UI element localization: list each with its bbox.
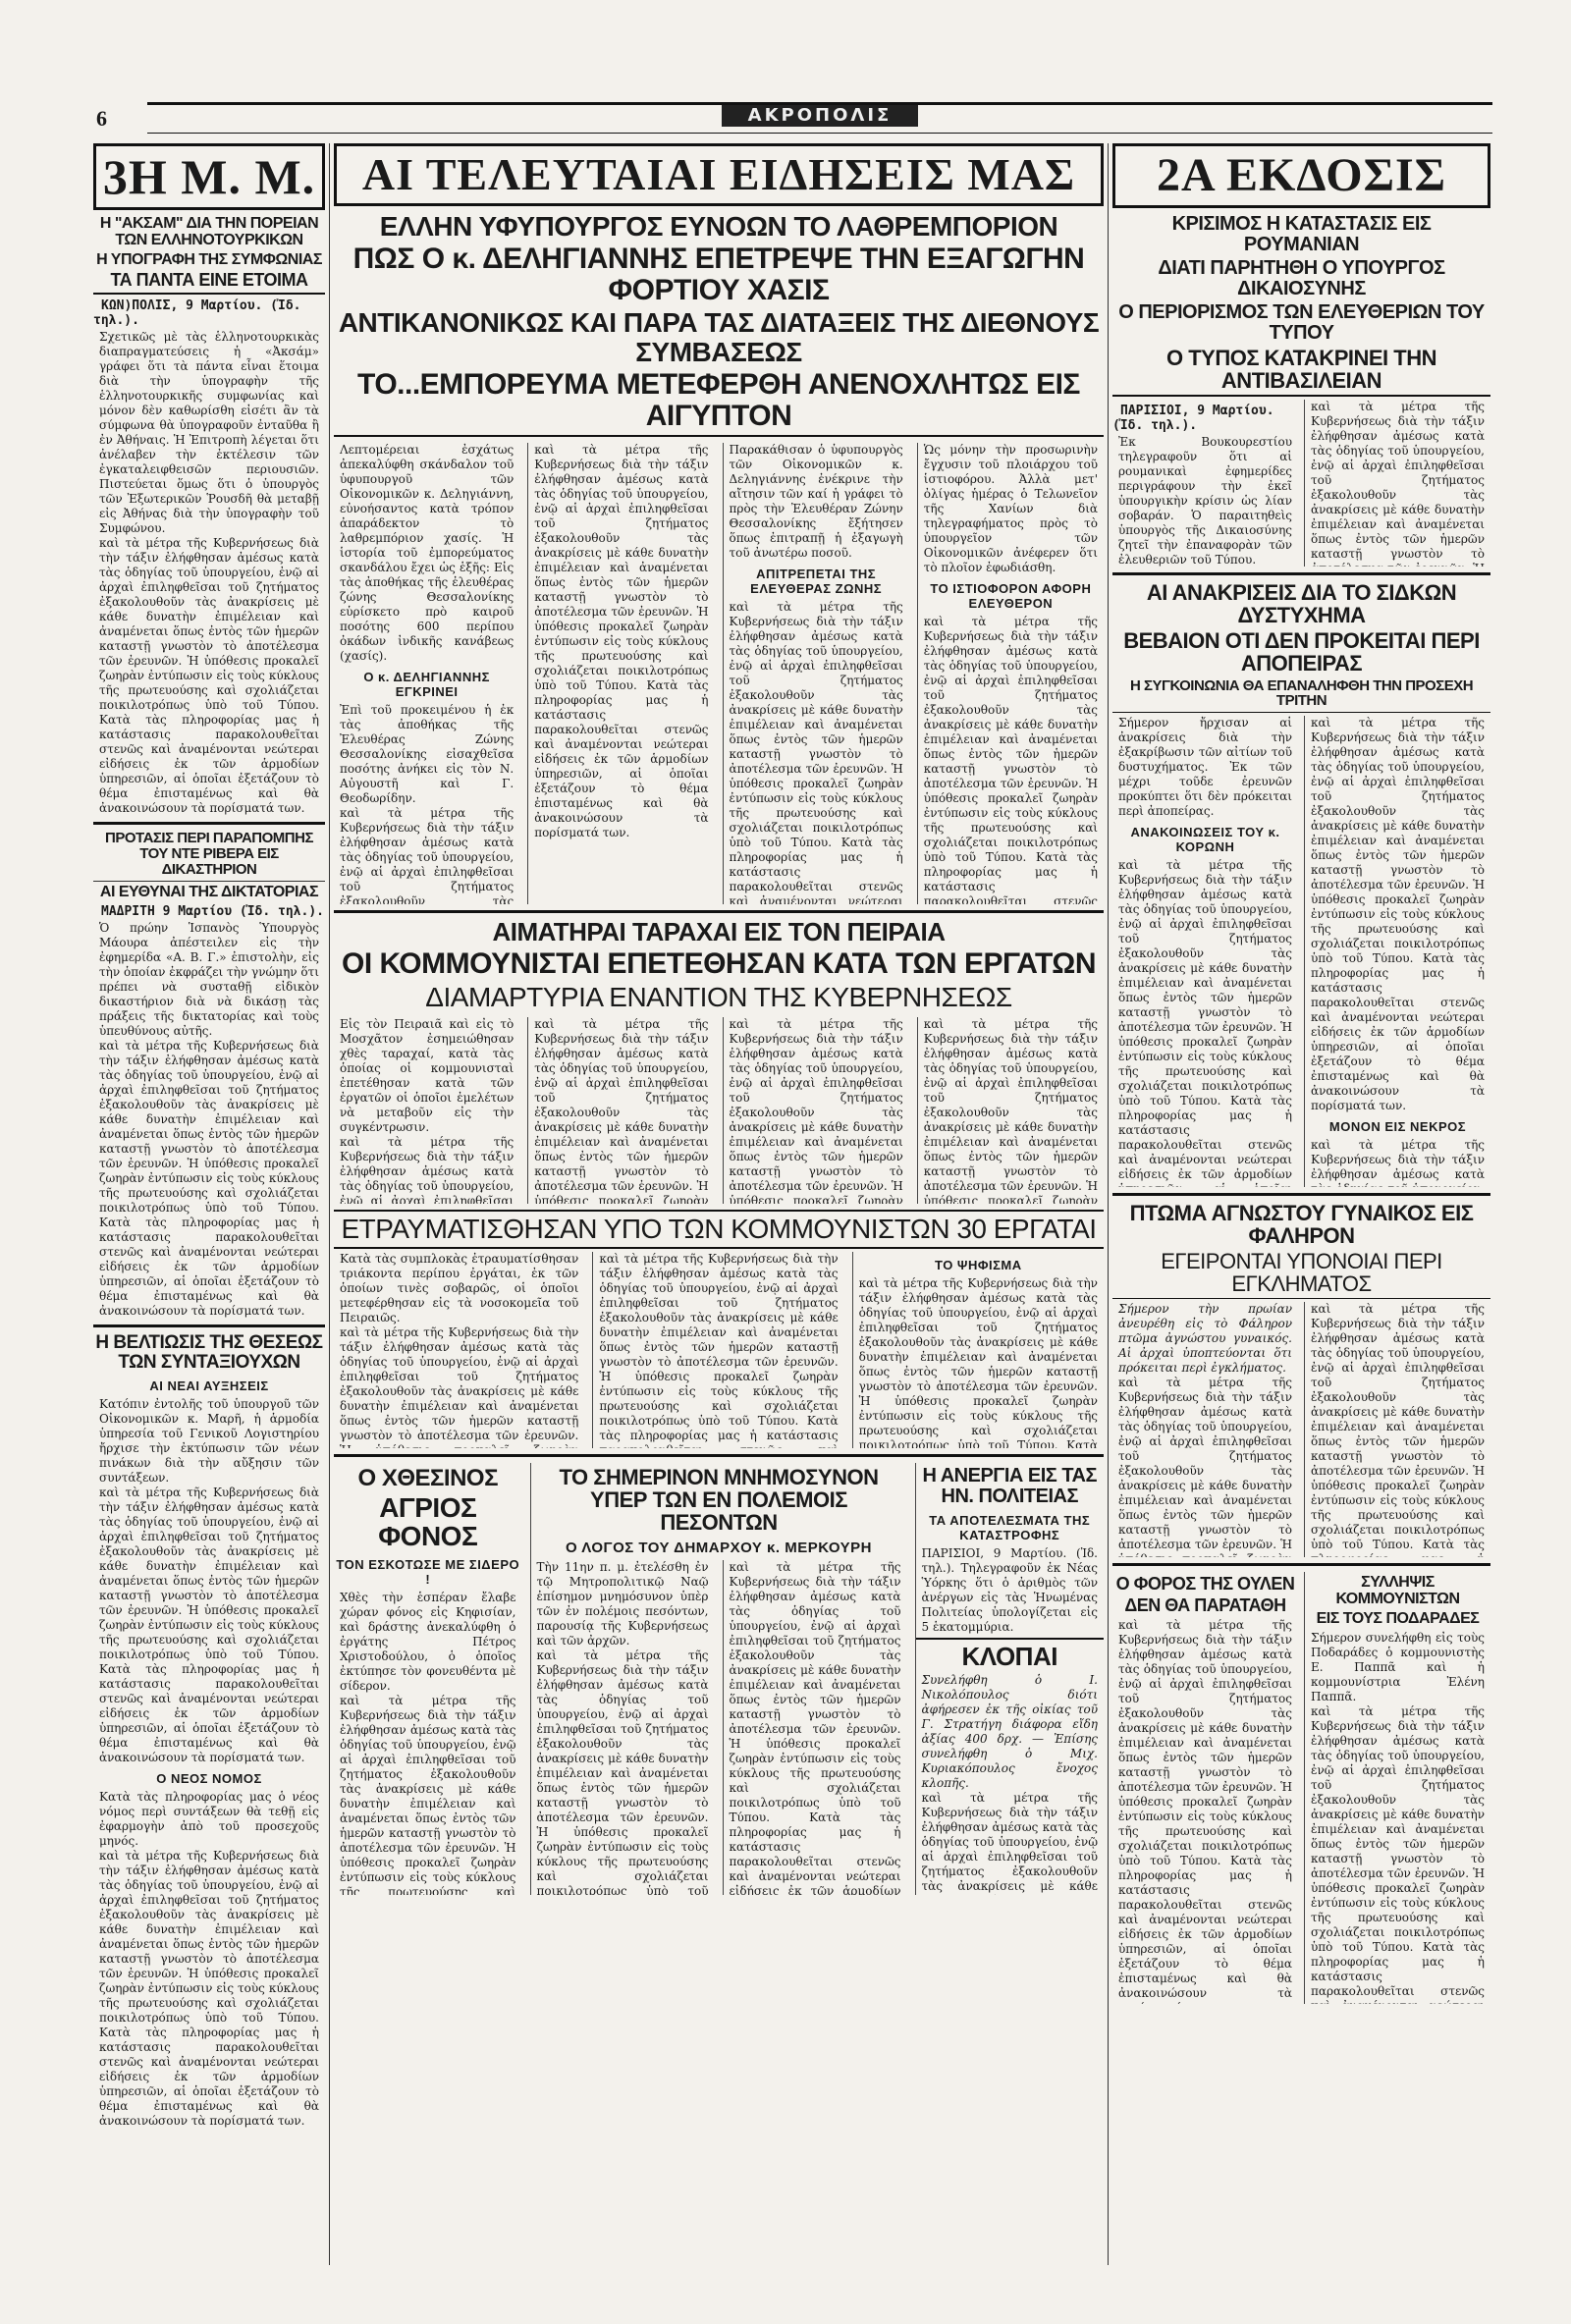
story-column	[723, 1017, 909, 1204]
story-column	[334, 1017, 519, 1204]
center-headline: ΟΙ ΚΟΜΜΟΥΝΙΣΤΑΙ ΕΠΕΤΕΘΗΣΑΝ ΚΑΤΑ ΤΩΝ ΕΡΓΑΤΩΝ	[342, 947, 1096, 981]
unemployment-story	[915, 1463, 1105, 1895]
story-column	[1304, 716, 1490, 1187]
story-column	[592, 1252, 843, 1448]
right-headline: ΠΤΩΜΑ ΑΓΝΩΣΤΟΥ ΓΥΝΑΙΚΟΣ ΕΙΣ ΦΑΛΗΡΟΝ	[1129, 1201, 1474, 1249]
right-headline: ΕΙΣ ΤΟΥΣ ΠΟΔΑΡΑΔΕΣ	[1316, 1610, 1480, 1628]
article-body: Λεπτομέρειαι ἐσχάτως ἀπεκαλύφθη σκάνδαλον τοῦ ὑφυπουργοῦ τῶν Οἰκονομικῶν κ. Δεληγιάννη, εὐνοήσαντος κατὰ τρόπον ἀπαράδεκτον τὸ λαθρεμπόριον χασίς. Ἡ ἱστορία τοῦ ἐμπορεύματος σκανδάλου ἔχει ὡς ἑξῆς: Εἰς τὰς ἀποθήκας τῆς ἐλευθέρας ζώνης Θεσσαλονίκης εὑρίσκετο πρὸ καιροῦ ποσότης 600 περίπου ὀκάδων ἰνδικῆς κανάβεως (χασίς).	[340, 443, 515, 664]
article-body: Ὡς μόνην τὴν προσωρινὴν ἔγχυσιν τοῦ πλοιάρχου τοῦ ἱστιοφόρου. Ἀλλὰ μετ' ὀλίγας ἡμέρας ὁ Τελωνεῖον τῆς Χανίων διὰ τηλεγραφήματος πρὸς τὸ ὑπουργεῖον τῶν Οἰκονομικῶν ἀνέφερεν ὅτι τὸ πλοῖον ἐφωδιάσθη.	[923, 443, 1098, 575]
right-headline: ΔΕΝ ΘΑ ΠΑΡΑΤΑΘΗ	[1124, 1595, 1286, 1616]
center-headline: ΤΟ ΣΗΜΕΡΙΝΟΝ ΜΝΗΜΟΣΥΝΟΝ ΥΠΕΡ ΤΩΝ ΕΝ ΠΟΛΕΜΟΙΣ ΠΕΣΟΝΤΩΝ	[559, 1464, 879, 1535]
article-body: Κατόπιν ἐντολῆς τοῦ ὑπουργοῦ τῶν Οἰκονομικῶν κ. Μαρῆ, ἡ ἁρμοδία ὑπηρεσία τοῦ Γενικοῦ Λογιστηρίου ἤρχισε τὴν ἐκτύπωσιν τῶν νέων πινάκων διὰ τὴν αὔξησιν τῶν συντάξεων.	[99, 1397, 319, 1486]
article-body: Τὴν 11ην π. μ. ἐτελέσθη ἐν τῷ Μητροπολιτικῷ Ναῷ ἐπίσημον μνημόσυνον ὑπὲρ τῶν ἐν πολέμοις πεσόντων, παρουσίᾳ τῆς Κυβερνήσεως καὶ τῶν ἀρχῶν.	[536, 1560, 709, 1648]
article-filler	[730, 600, 903, 904]
center-headline: ΤΟ...ΕΜΠΟΡΕΥΜΑ ΜΕΤΕΦΕΡΘΗ ΑΝΕΝΟΧΛΗΤΩΣ ΕΙΣ ΑΙΓΥΠΤΟΝ	[334, 369, 1104, 437]
center-headline: ΑΓΡΙΟΣ ΦΟΝΟΣ	[378, 1491, 478, 1552]
right-headline: ΑΙ ΑΝΑΚΡΙΣΕΙΣ ΔΙΑ ΤΟ ΣΙΔΚΩΝ ΔΥΣΤΥΧΗΜΑ	[1146, 580, 1457, 628]
right-subhead: ΜΟΝΟΝ ΕΙΣ ΝΕΚΡΟΣ	[1328, 1119, 1467, 1135]
article-body: Σήμερον ἤρχισαν αἱ ἀνακρίσεις διὰ τὴν ἐξακρίβωσιν τῶν αἰτίων τοῦ δυστυχήματος. Ἐκ τῶν μέχρι τοῦδε ἐρευνῶν προκύπτει ὅτι δὲν πρόκειται περὶ ἀποπείρας.	[1118, 716, 1292, 819]
center-banner: ΑΙ ΤΕΛΕΥΤΑΙΑΙ ΕΙΔΗΣΕΙΣ ΜΑΣ	[334, 143, 1104, 206]
center-subhead: ΤΟ ΙΣΤΙΟΦΟΡΟΝ ΑΦΟΡΗ ΕΛΕΥΘΕΡΟΝ	[930, 581, 1092, 612]
article-filler	[340, 1135, 514, 1204]
article-body: Χθὲς τὴν ἑσπέραν ἔλαβε χώραν φόνος εἰς Κηφισίαν, καὶ δράστης ἀνεκαλύφθη ὁ ἐργάτης Πέτρος Χριστοδούλου, ὁ ὁποῖος ἐκτύπησε τὸν φονευθέντα μὲ σίδερον.	[340, 1590, 516, 1693]
bottom-stories	[334, 1463, 1104, 1895]
article-body: Συνελήφθη ὁ Ι. Νικολόπουλος διότι ἀφήρεσεν ἐκ τῆς οἰκίας τοῦ Γ. Στρατήγη διάφορα εἴδη ἀξίας 400 δρχ. — Ἐπίσης συνελήφθη ὁ Μιχ. Κυριακόπουλος ἔνοχος κλοπῆς.	[921, 1673, 1098, 1791]
story-column	[723, 1560, 907, 1895]
article-filler	[99, 1486, 319, 1765]
right-headline: Η ΣΥΓΚΟΙΝΩΝΙΑ ΘΑ ΕΠΑΝΑΛΗΦΘΗ ΤΗΝ ΠΡΟΣΕΧΗ ΤΡΙΤΗΝ	[1112, 678, 1490, 714]
article-filler	[340, 1694, 516, 1895]
memorial-columns	[531, 1560, 907, 1895]
article-filler	[537, 1648, 709, 1895]
article-filler	[534, 443, 708, 840]
article-filler	[1118, 1376, 1292, 1557]
story-column	[334, 1252, 584, 1448]
article-body: Κατὰ τὰς πληροφορίας μας ὁ νέος νόμος περὶ συντάξεων θὰ τεθῇ εἰς ἐφαρμογὴν ἀπὸ τοῦ προσεχοῦς μηνός.	[99, 1790, 319, 1849]
center-headline: ΚΛΟΠΑΙ	[916, 1638, 1105, 1670]
article-filler	[924, 615, 1098, 904]
piraeus-story	[334, 1017, 1104, 1204]
accident-story	[1112, 716, 1490, 1187]
divider	[93, 822, 325, 825]
right-banner: 2Α ΕΚΔΟΣΙΣ	[1112, 143, 1490, 208]
right-headline: ΣΥΛΛΗΨΙΣ ΚΟΜΜΟΥΝΙΣΤΩΝ	[1335, 1574, 1460, 1608]
article-filler	[924, 1017, 1098, 1204]
divider	[334, 910, 1104, 913]
murder-story	[334, 1463, 522, 1895]
center-headline: ΑΝΤΙΚΑΝΟΝΙΚΩΣ ΚΑΙ ΠΑΡΑ ΤΑΣ ΔΙΑΤΑΞΕΙΣ ΤΗΣ ΔΙΕΘΝΟΥΣ ΣΥΜΒΑΣΕΩΣ	[338, 307, 1100, 367]
center-headline: ΠΩΣ Ο κ. ΔΕΛΗΓΙΑΝΝΗΣ ΕΠΕΤΡΕΨΕ ΤΗΝ ΕΞΑΓΩΓΗΝ ΦΟΡΤΙΟΥ ΧΑΣΙΣ	[352, 243, 1085, 306]
divider	[1112, 572, 1490, 575]
workers-story	[334, 1252, 1104, 1448]
story-column	[531, 1560, 715, 1895]
left-headline: Η ΥΠΟΓΡΑΦΗ ΤΗΣ ΣΥΜΦΩΝΙΑΣ	[96, 250, 322, 268]
article-filler	[99, 536, 319, 816]
right-headline: Ο ΠΕΡΙΟΡΙΣΜΟΣ ΤΩΝ ΕΛΕΥΘΕΡΙΩΝ ΤΟΥ ΤΥΠΟΥ	[1118, 301, 1485, 344]
left-subhead: Ο ΝΕΟΣ ΝΟΜΟΣ	[156, 1771, 262, 1787]
left-headline: ΤΑ ΠΑΝΤΑ ΕΙΝΕ ΕΤΟΙΜΑ	[93, 271, 325, 295]
story-column	[1112, 1302, 1298, 1557]
article-body: Ἐπὶ τοῦ προκειμένου ἡ ἐκ τὰς ἀποθήκας τῆς Ἐλευθέρας Ζώνης Θεσσαλονίκης εἰσαχθεῖσα ποσότης ἀνήκει εἰς τὸν Ν. Αὐγουστῆ καὶ Γ. Θεοδωρίδην.	[340, 703, 515, 806]
article-filler	[730, 1560, 901, 1895]
article-body: Σήμερον τὴν πρωίαν ἀνευρέθη εἰς τὸ Φάληρον πτῶμα ἀγνώστου γυναικός. Αἱ ἀρχαὶ ὑποπτεύονται ὅτι πρόκειται περὶ ἐγκλήματος.	[1118, 1302, 1292, 1376]
article-body: Παρακάθισαν ὁ ὑφυπουργὸς τῶν Οἰκονομικῶν κ. Δεληγιάννης ἐνέκρινε τὴν αἴτησιν τῶν καί ἡ γράφει τὸ πρὸς τὴν Ἐλευθέραν Ζώνην Θεσσαλονίκης ἔξήτησεν ὅπως ἐπιτραπῇ ἡ ἐξαγωγὴ τοῦ ἀνωτέρω ποσοῦ.	[729, 443, 903, 561]
masthead	[147, 102, 1492, 134]
center-headline: ΕΛΛΗΝ ΥΦΥΠΟΥΡΓΟΣ ΕΥΝΟΩΝ ΤΟ ΛΑΘΡΕΜΠΟΡΙΟΝ	[379, 211, 1058, 242]
right-headline: ΕΓΕΙΡΟΝΤΑΙ ΥΠΟΝΟΙΑΙ ΠΕΡΙ ΕΓΚΛΗΜΑΤΟΣ	[1112, 1250, 1490, 1299]
story-column	[1112, 400, 1298, 567]
divider	[334, 1454, 1104, 1457]
divider	[1112, 1193, 1490, 1196]
center-subhead: ΤΑ ΑΠΟΤΕΛΕΣΜΑΤΑ ΤΗΣ ΚΑΤΑΣΤΡΟΦΗΣ	[929, 1512, 1091, 1542]
divider	[93, 1324, 325, 1327]
article-filler	[1311, 1704, 1485, 2005]
memorial-story	[530, 1463, 907, 1895]
article-filler	[340, 1325, 578, 1448]
left-headline: ΠΡΟΤΑΣΙΣ ΠΕΡΙ ΠΑΡΑΠΟΜΠΗΣ ΤΟΥ ΝΤΕ ΡΙΒΕΡΑ ΕΙΣ ΔΙΚΑΣΤΗΡΙΟΝ	[105, 830, 313, 878]
right-headline: ΒΕΒΑΙΟΝ ΟΤΙ ΔΕΝ ΠΡΟΚΕΙΤΑΙ ΠΕΡΙ ΑΠΟΠΕΙΡΑΣ	[1123, 628, 1480, 676]
article-filler	[859, 1276, 1098, 1448]
right-headline: Ο ΤΥΠΟΣ ΚΑΤΑΚΡΙΝΕΙ ΤΗΝ ΑΝΤΙΒΑΣΙΛΕΙΑΝ	[1112, 347, 1490, 397]
story-column	[334, 443, 519, 904]
article-body: Εἰς τὸν Πειραιᾶ καὶ εἰς τὸ Μοσχᾶτον ἐσημειώθησαν χθὲς ταραχαί, κατὰ τὰς ὁποίας οἱ κομμουνισταὶ ἐπετέθησαν κατὰ τῶν ἐργατῶν οἱ ὁποῖοι ἐμελέτων νὰ μεταβοῦν εἰς τὴν συγκέντρωσιν.	[340, 1017, 515, 1135]
center-headline: Η ΑΝΕΡΓΙΑ ΕΙΣ ΤΑΣ ΗΝ. ΠΟΛΙΤΕΙΑΣ	[922, 1464, 1098, 1507]
right-headline: ΔΙΑΤΙ ΠΑΡΗΤΗΘΗ Ο ΥΠΟΥΡΓΟΣ ΔΙΚΑΙΟΣΥΝΗΣ	[1158, 257, 1445, 299]
left-subhead: ΑΙ ΝΕΑΙ ΑΥΞΗΣΕΙΣ	[149, 1378, 269, 1394]
center-section	[334, 143, 1104, 2265]
left-column	[93, 143, 325, 2265]
romania-story	[1112, 400, 1490, 567]
article-body: Σήμερον συνελήφθη εἰς τοὺς Ποδαράδες ὁ κομμουνιστὴς Ε. Παππᾶ καὶ ἡ κομμουνίστρια Ἑλένη Παππᾶ.	[1311, 1630, 1485, 1703]
center-subhead: Ο ΛΟΓΟΣ ΤΟΥ ΔΗΜΑΡΧΟΥ κ. ΜΕΡΚΟΥΡΗ	[566, 1540, 872, 1557]
article-filler	[1311, 1138, 1485, 1187]
right-subhead: ΑΝΑΚΟΙΝΩΣΕΙΣ ΤΟΥ κ. ΚΟΡΩΝΗ	[1130, 825, 1280, 855]
story-column	[527, 1017, 714, 1204]
article-body: Ὁ πρώην Ἱσπανὸς Ὑπουργὸς Μάουρα ἀπέστειλεν εἰς τὴν ἐφημερίδα «Α. Β. Γ.» ἐπιστολὴν, εἰς τὴν ὁποίαν ἐκφράζει τὴν γνώμην ὅτι πρέπει νὰ συσταθῇ εἰδικὸν δικαστήριον διὰ νὰ δικάσῃ τὰς πράξεις τῆς δικτατορίας καὶ τοὺς ὑπευθύνους αὐτῆς.	[99, 921, 319, 1039]
story-column	[1304, 400, 1490, 567]
center-headline: ΑΙΜΑΤΗΡΑΙ ΤΑΡΑΧΑΙ ΕΙΣ ΤΟΝ ΠΕΙΡΑΙΑ	[492, 917, 946, 947]
story-column	[917, 1017, 1104, 1204]
center-headline: Ο ΧΘΕΣΙΝΟΣ	[357, 1464, 498, 1491]
masthead-title: ΑΚΡΟΠΟΛΙΣ	[722, 105, 918, 127]
center-headline: ΔΙΑΜΑΡΤΥΡΙΑ ΕΝΑΝΤΙΟΝ ΤΗΣ ΚΥΒΕΡΝΗΣΕΩΣ	[425, 981, 1012, 1012]
article-body: Ἐκ Βουκουρεστίου τηλεγραφοῦν ὅτι αἱ ρουμανικαὶ ἐφημερίδες περιγράφουν τὴν ἐκεῖ ὑπουργικὴν κρίσιν ὡς λίαν σοβαράν. Ὁ παραιτηθεὶς ὑπουργὸς τῆς Δικαιοσύνης ζητεῖ τὴν ἐπαναφορὰν τῶν ἐλευθεριῶν τοῦ Τύπου.	[1118, 435, 1292, 567]
column-rule	[329, 143, 330, 2265]
story-column	[852, 1252, 1104, 1448]
story-column	[1112, 1572, 1298, 2004]
story-column	[1304, 1572, 1490, 2004]
article-filler	[1311, 400, 1485, 567]
lead-story	[334, 443, 1104, 904]
story-column	[1112, 716, 1298, 1187]
article-filler	[99, 1849, 319, 2129]
left-banner: 3Η Μ. Μ.	[93, 143, 325, 210]
article-filler	[730, 1017, 903, 1204]
dateline: ΠΑΡΙΣΙΟΙ, 9 Μαρτίου. (Ἰδ. τηλ.).	[1112, 404, 1274, 434]
faliro-story	[1112, 1302, 1490, 1557]
story-column	[527, 443, 714, 904]
article-filler	[340, 806, 514, 904]
column-rule	[1108, 143, 1109, 2265]
article-filler	[922, 1791, 1099, 1895]
article-filler	[1118, 858, 1292, 1187]
left-headline: Η ΒΕΛΤΙΩΣΙΣ ΤΗΣ ΘΕΣΕΩΣ ΤΩΝ ΣΥΝΤΑΞΙΟΥΧΩΝ	[95, 1332, 323, 1374]
center-subhead: ΤΟΝ ΕΣΚΟΤΩΣΕ ΜΕ ΣΙΔΕΡΟ !	[336, 1556, 520, 1587]
divider	[1112, 1563, 1490, 1566]
story-column	[1304, 1302, 1490, 1557]
center-headline: ΕΤΡΑΥΜΑΤΙΣΘΗΣΑΝ ΥΠΟ ΤΩΝ ΚΟΜΜΟΥΝΙΣΤΩΝ 30 ΕΡΓΑΤΑΙ	[334, 1210, 1104, 1248]
article-filler	[1311, 1302, 1485, 1557]
left-headline: ΑΙ ΕΥΘΥΝΑΙ ΤΗΣ ΔΙΚΤΑΤΟΡΙΑΣ	[93, 881, 325, 901]
article-filler	[1311, 716, 1485, 1113]
article-filler	[599, 1252, 838, 1448]
center-subhead: ΑΠΙΤΡΕΠΕΤΑΙ ΤΗΣ ΕΛΕΥΘΕΡΑΣ ΖΩΝΗΣ	[750, 567, 883, 597]
article-filler	[534, 1017, 708, 1204]
right-column	[1112, 143, 1490, 2265]
article-body: Σχετικῶς μὲ τὰς ἑλληνοτουρκικὰς διαπραγματεύσεις ἡ «Ἀκσάμ» γράφει ὅτι τὰ πάντα εἶναι ἕτοιμα διὰ τὴν ὑπογραφὴν τῆς ἑλληνοτουρκικῆς συμφωνίας καὶ μόνον δὲν καθωρίσθη εἰσέτι ἂν τὰ σύμφωνα θὰ ὑπογραφοῦν ἐνταῦθα ἢ ἐν Ἀθήναις. Ἡ Ἐπιτροπὴ λέγεται ὅτι ἀνέλαβεν τὴν ἐκτέλεσιν τῶν ἐγκαταλειφθεισῶν περιουσιῶν. Πιστεύεται ὅμως ὅτι ὁ ὑπουργὸς τῶν Ἐξωτερικῶν Ῥουσδῆ θὰ μεταβῇ εἰς Ἀθήνας διὰ τὴν ὑπογραφὴν τοῦ Συμφώνου.	[99, 330, 319, 536]
right-headline: Ο ΦΟΡΟΣ ΤΗΣ ΟΥΛΕΝ	[1115, 1574, 1295, 1594]
story-column	[723, 443, 909, 904]
article-body: ΠΑΡΙΣΙΟΙ, 9 Μαρτίου. (Ἰδ. τηλ.). Τηλεγραφοῦν ἐκ Νέας Ὑόρκης ὅτι ὁ ἀριθμὸς τῶν ἀνέργων εἰς τὰς Ἡνωμένας Πολιτείας ὑπολογίζεται εἰς 5 ἑκατομμύρια.	[921, 1545, 1098, 1634]
article-filler	[1118, 1618, 1292, 2004]
page-number: 6	[96, 106, 107, 131]
story-column	[917, 443, 1104, 904]
dateline: ΚΩΝ)ΠΟΛΙΣ, 9 Μαρτίου. (Ἰδ. τηλ.).	[93, 298, 301, 329]
right-headline: ΚΡΙΣΙΜΟΣ Η ΚΑΤΑΣΤΑΣΙΣ ΕΙΣ ΡΟΥΜΑΝΙΑΝ	[1171, 213, 1432, 255]
dateline: ΜΑΔΡΙΤΗ 9 Μαρτίου (Ἰδ. τηλ.).	[101, 904, 324, 920]
article-filler	[99, 1039, 319, 1319]
center-subhead: ΤΟ ΨΗΦΙΣΜΑ	[935, 1257, 1022, 1272]
bottom-right-stories	[1112, 1572, 1490, 2004]
center-subhead: Ο κ. ΔΕΛΗΓΙΑΝΝΗΣ ΕΓΚΡΙΝΕΙ	[363, 670, 490, 700]
left-headline: Η "ΑΚΣΑΜ" ΔΙΑ ΤΗΝ ΠΟΡΕΙΑΝ ΤΩΝ ΕΛΛΗΝΟΤΟΥΡΚΙΚΩΝ	[99, 215, 319, 248]
article-body: Κατὰ τὰς συμπλοκὰς ἐτραυματίσθησαν τριάκοντα περίπου ἐργάται, ἐκ τῶν ὁποίων τινὲς σοβαρῶς, οἱ ὁποῖοι μετεφέρθησαν εἰς τὰ νοσοκομεῖα τοῦ Πειραιῶς.	[340, 1251, 579, 1324]
